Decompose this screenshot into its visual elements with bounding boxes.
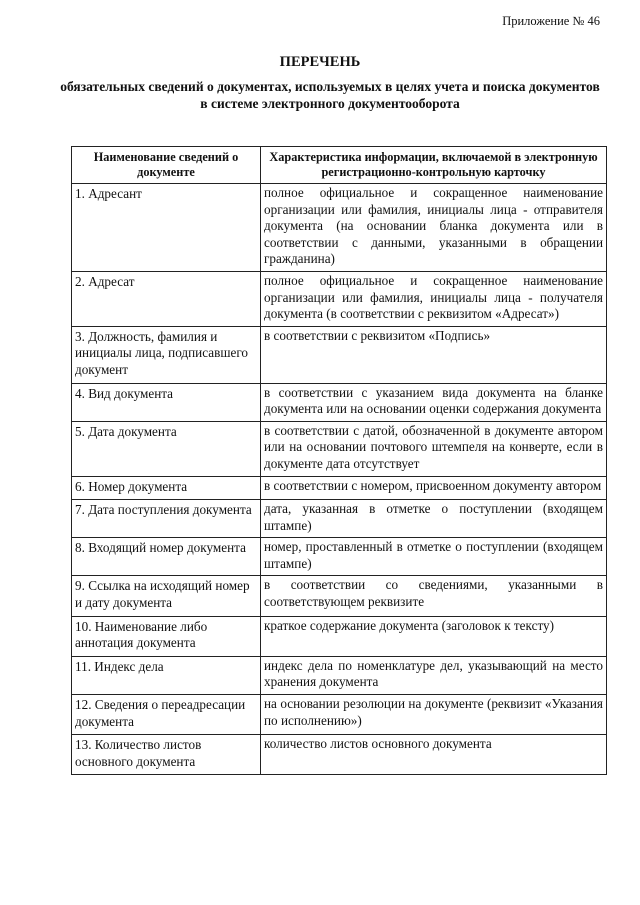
table-row [72, 421, 607, 476]
row-name: 4. Вид документа [72, 383, 261, 421]
row-name: 2. Адресат [72, 271, 261, 326]
row-name: 9. Ссылка на исходящий номер и дату документа [72, 576, 261, 616]
row-name: 8. Входящий номер документа [72, 538, 261, 576]
table-row [72, 184, 607, 272]
row-description: в соответствии с номером, присвоенном документу автором [261, 476, 607, 500]
row-description: на основании резолюции на документе (реквизит «Указания по исполнению») [261, 695, 607, 735]
table-row [72, 538, 607, 576]
row-description: полное официальное и сокращенное наименование организации или фамилия, инициалы лица - отправителя документа (на основании бланка документа или в соответствии с данными, указанными в обращении гражданина) [261, 184, 607, 272]
row-name: 11. Индекс дела [72, 656, 261, 694]
column-header-description: Характеристика информации, включаемой в электронную регистрационно-контрольную карточку [261, 147, 607, 184]
information-table [71, 146, 607, 775]
row-name: 3. Должность, фамилия и инициалы лица, подписавшего документ [72, 326, 261, 383]
row-name: 12. Сведения о переадресации документа [72, 695, 261, 735]
table-row [72, 576, 607, 616]
row-name: 1. Адресант [72, 184, 261, 272]
row-description: в соответствии со сведениями, указанными в соответствующем реквизите [261, 576, 607, 616]
row-name: 10. Наименование либо аннотация документа [72, 616, 261, 656]
document-title: ПЕРЕЧЕНЬ [279, 54, 361, 70]
table-header-row [72, 147, 607, 184]
appendix-number: Приложение № 46 [502, 14, 600, 28]
row-name: 6. Номер документа [72, 476, 261, 500]
table-row [72, 476, 607, 500]
row-name: 5. Дата документа [72, 421, 261, 476]
row-description: номер, проставленный в отметке о поступлении (входящем штампе) [261, 538, 607, 576]
row-name: 13. Количество листов основного документа [72, 735, 261, 775]
table-row [72, 735, 607, 775]
row-description: в соответствии с датой, обозначенной в документе автором или на основании почтового штемпеля на конверте, если в документе дата отсутствует [261, 421, 607, 476]
table-row [72, 656, 607, 694]
table-row [72, 326, 607, 383]
table-row [72, 616, 607, 656]
row-name: 7. Дата поступления документа [72, 500, 261, 538]
document-subtitle: обязательных сведений о документах, используемых в целях учета и поиска документов в системе электронного документооборота [60, 79, 600, 111]
row-description: индекс дела по номенклатуре дел, указывающий на место хранения документа [261, 656, 607, 694]
row-description: количество листов основного документа [261, 735, 607, 775]
row-description: в соответствии с указанием вида документа на бланке документа или на основании оценки содержания документа [261, 383, 607, 421]
row-description: дата, указанная в отметке о поступлении (входящем штампе) [261, 500, 607, 538]
table-row [72, 695, 607, 735]
row-description: полное официальное и сокращенное наименование организации или фамилия, инициалы лица - получателя документа (в соответствии с реквизитом «Адресат») [261, 271, 607, 326]
table-row [72, 383, 607, 421]
row-description: краткое содержание документа (заголовок к тексту) [261, 616, 607, 656]
row-description: в соответствии с реквизитом «Подпись» [261, 326, 607, 383]
table-row [72, 500, 607, 538]
column-header-name: Наименование сведений о документе [72, 147, 261, 184]
table-row [72, 271, 607, 326]
